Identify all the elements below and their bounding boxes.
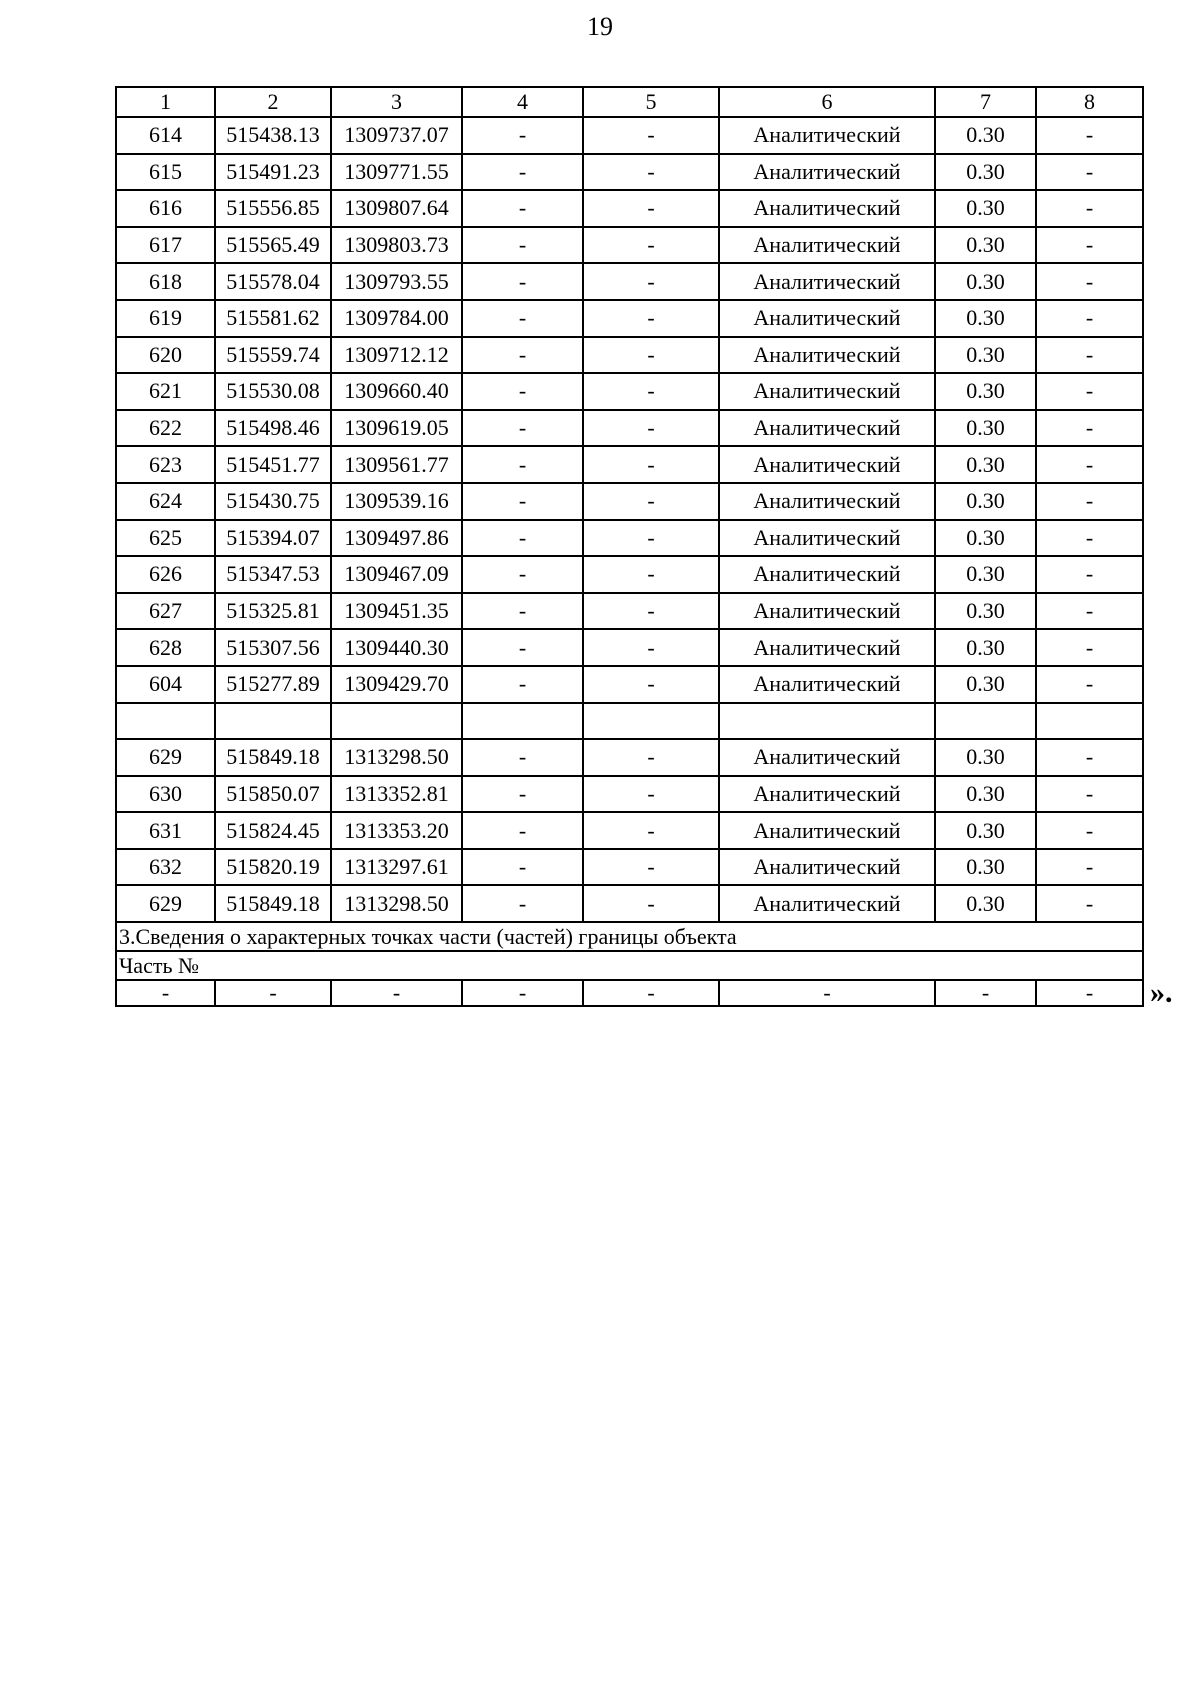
cell-coord-x: 2 bbox=[215, 87, 331, 117]
cell-col-5: - bbox=[583, 666, 719, 703]
cell-coord-x: 515430.75 bbox=[215, 483, 331, 520]
cell-point-number: 621 bbox=[116, 373, 215, 410]
dash-row bbox=[116, 980, 1143, 1006]
cell-coord-y: 1309619.05 bbox=[331, 410, 462, 447]
cell-coord-x: 515347.53 bbox=[215, 556, 331, 593]
cell-coord-x: 515498.46 bbox=[215, 410, 331, 447]
cell-col-4: - bbox=[462, 885, 583, 922]
cell-coord-x: 515824.45 bbox=[215, 812, 331, 849]
section-title-row bbox=[116, 922, 1143, 951]
cell-coord-x: 515559.74 bbox=[215, 337, 331, 374]
cell-col-5: - bbox=[583, 300, 719, 337]
cell-col-8: - bbox=[1036, 520, 1143, 557]
cell-col-8: - bbox=[1036, 190, 1143, 227]
cell-col-4: - bbox=[462, 739, 583, 776]
cell-method: Аналитический bbox=[719, 410, 935, 447]
cell-method: Аналитический bbox=[719, 154, 935, 191]
table-row bbox=[116, 154, 1143, 191]
cell-point-number: 629 bbox=[116, 885, 215, 922]
cell-method: Аналитический bbox=[719, 117, 935, 154]
cell-col-5: - bbox=[583, 337, 719, 374]
table-row bbox=[116, 739, 1143, 776]
cell-point-number: 630 bbox=[116, 776, 215, 813]
cell-accuracy: 0.30 bbox=[935, 117, 1036, 154]
cell-method: Аналитический bbox=[719, 263, 935, 300]
cell-col-4: - bbox=[462, 190, 583, 227]
table-row bbox=[116, 885, 1143, 922]
cell-coord-x: 515849.18 bbox=[215, 739, 331, 776]
cell-point-number: 618 bbox=[116, 263, 215, 300]
cell-col-5: - bbox=[583, 154, 719, 191]
table-row bbox=[116, 849, 1143, 886]
cell-col-4: - bbox=[462, 666, 583, 703]
cell-col-8: - bbox=[1036, 980, 1143, 1006]
cell-point-number: 624 bbox=[116, 483, 215, 520]
cell-coord-y: 1309793.55 bbox=[331, 263, 462, 300]
table-body bbox=[116, 87, 1143, 1006]
cell-coord-y: 1313298.50 bbox=[331, 739, 462, 776]
cell-method: Аналитический bbox=[719, 227, 935, 264]
cell-point-number: 614 bbox=[116, 117, 215, 154]
cell-point-number: 615 bbox=[116, 154, 215, 191]
cell-point-number: 616 bbox=[116, 190, 215, 227]
cell-accuracy: 0.30 bbox=[935, 885, 1036, 922]
cell-col-8: - bbox=[1036, 885, 1143, 922]
cell-coord-y: 1309771.55 bbox=[331, 154, 462, 191]
cell-method: 6 bbox=[719, 87, 935, 117]
cell-point-number: 629 bbox=[116, 739, 215, 776]
table-row bbox=[116, 812, 1143, 849]
cell-col-5: - bbox=[583, 885, 719, 922]
cell-col-4: - bbox=[462, 556, 583, 593]
cell-col-4: - bbox=[462, 410, 583, 447]
cell-col-5: - bbox=[583, 556, 719, 593]
cell-coord-y: 1313353.20 bbox=[331, 812, 462, 849]
cell-method: Аналитический bbox=[719, 849, 935, 886]
table-row bbox=[116, 556, 1143, 593]
cell-col-8: - bbox=[1036, 739, 1143, 776]
cell-col-4: - bbox=[462, 154, 583, 191]
cell-col-8: - bbox=[1036, 812, 1143, 849]
cell-col-4: - bbox=[462, 483, 583, 520]
cell-accuracy: 0.30 bbox=[935, 300, 1036, 337]
cell-method: Аналитический bbox=[719, 776, 935, 813]
section-title: 3.Сведения о характерных точках части (частей) границы объекта bbox=[116, 922, 1143, 951]
cell-coord-y: 1309429.70 bbox=[331, 666, 462, 703]
cell-col-4: - bbox=[462, 593, 583, 630]
table-row bbox=[116, 629, 1143, 666]
cell-col-5: - bbox=[583, 373, 719, 410]
cell-point-number: 619 bbox=[116, 300, 215, 337]
cell-coord-x: 515325.81 bbox=[215, 593, 331, 630]
cell-col-8: - bbox=[1036, 483, 1143, 520]
cell-point-number: 627 bbox=[116, 593, 215, 630]
cell-method: Аналитический bbox=[719, 629, 935, 666]
cell-col-5: - bbox=[583, 776, 719, 813]
table-row bbox=[116, 776, 1143, 813]
cell-col-8: - bbox=[1036, 666, 1143, 703]
cell-col-4: - bbox=[462, 300, 583, 337]
cell-col-5: - bbox=[583, 410, 719, 447]
cell-col-8: - bbox=[1036, 776, 1143, 813]
table-row bbox=[116, 263, 1143, 300]
cell-method: Аналитический bbox=[719, 373, 935, 410]
table-row bbox=[116, 483, 1143, 520]
cell-coord-y: 1309803.73 bbox=[331, 227, 462, 264]
cell-col-8: - bbox=[1036, 154, 1143, 191]
cell-col-8: - bbox=[1036, 337, 1143, 374]
cell-col-5: - bbox=[583, 739, 719, 776]
cell-method bbox=[719, 703, 935, 740]
cell-point-number: 631 bbox=[116, 812, 215, 849]
cell-point-number: 1 bbox=[116, 87, 215, 117]
cell-col-4: 4 bbox=[462, 87, 583, 117]
cell-col-5: - bbox=[583, 117, 719, 154]
cell-accuracy: 0.30 bbox=[935, 227, 1036, 264]
cell-method: Аналитический bbox=[719, 446, 935, 483]
cell-accuracy: 0.30 bbox=[935, 776, 1036, 813]
cell-col-4: - bbox=[462, 337, 583, 374]
cell-coord-x: 515451.77 bbox=[215, 446, 331, 483]
cell-accuracy: 0.30 bbox=[935, 337, 1036, 374]
cell-col-5: - bbox=[583, 446, 719, 483]
cell-point-number: 625 bbox=[116, 520, 215, 557]
cell-col-5 bbox=[583, 703, 719, 740]
cell-accuracy: 7 bbox=[935, 87, 1036, 117]
cell-col-4: - bbox=[462, 980, 583, 1006]
cell-point-number: 622 bbox=[116, 410, 215, 447]
cell-method: Аналитический bbox=[719, 885, 935, 922]
table-row bbox=[116, 117, 1143, 154]
cell-col-5: - bbox=[583, 849, 719, 886]
cell-col-8: - bbox=[1036, 227, 1143, 264]
cell-col-4: - bbox=[462, 629, 583, 666]
cell-method: Аналитический bbox=[719, 556, 935, 593]
cell-col-8: - bbox=[1036, 300, 1143, 337]
cell-point-number: 617 bbox=[116, 227, 215, 264]
cell-method: Аналитический bbox=[719, 300, 935, 337]
cell-coord-y: 1309467.09 bbox=[331, 556, 462, 593]
cell-point-number: 620 bbox=[116, 337, 215, 374]
table-row bbox=[116, 666, 1143, 703]
cell-accuracy bbox=[935, 703, 1036, 740]
cell-method: Аналитический bbox=[719, 593, 935, 630]
part-label: Часть № bbox=[116, 951, 1143, 980]
cell-accuracy: 0.30 bbox=[935, 629, 1036, 666]
cell-coord-y: 1309539.16 bbox=[331, 483, 462, 520]
cell-col-5: - bbox=[583, 263, 719, 300]
cell-accuracy: 0.30 bbox=[935, 263, 1036, 300]
cell-accuracy: 0.30 bbox=[935, 410, 1036, 447]
table-row bbox=[116, 520, 1143, 557]
cell-point-number: 632 bbox=[116, 849, 215, 886]
cell-accuracy: 0.30 bbox=[935, 812, 1036, 849]
cell-col-8: - bbox=[1036, 263, 1143, 300]
cell-accuracy: 0.30 bbox=[935, 739, 1036, 776]
empty-separator-row bbox=[116, 703, 1143, 740]
part-label-row bbox=[116, 951, 1143, 980]
cell-col-4: - bbox=[462, 373, 583, 410]
cell-method: Аналитический bbox=[719, 520, 935, 557]
cell-coord-y: - bbox=[331, 980, 462, 1006]
cell-coord-y: 1309784.00 bbox=[331, 300, 462, 337]
cell-coord-y bbox=[331, 703, 462, 740]
cell-col-4: - bbox=[462, 520, 583, 557]
cell-method: Аналитический bbox=[719, 812, 935, 849]
table-row bbox=[116, 337, 1143, 374]
cell-coord-x: - bbox=[215, 980, 331, 1006]
table-row bbox=[116, 227, 1143, 264]
cell-col-8: - bbox=[1036, 446, 1143, 483]
cell-method: Аналитический bbox=[719, 739, 935, 776]
cell-col-5: - bbox=[583, 980, 719, 1006]
cell-method: Аналитический bbox=[719, 190, 935, 227]
table-row bbox=[116, 410, 1143, 447]
cell-col-8: 8 bbox=[1036, 87, 1143, 117]
cell-col-4 bbox=[462, 703, 583, 740]
cell-point-number: 626 bbox=[116, 556, 215, 593]
cell-coord-x: 515850.07 bbox=[215, 776, 331, 813]
cell-coord-y: 3 bbox=[331, 87, 462, 117]
cell-coord-y: 1309660.40 bbox=[331, 373, 462, 410]
cell-coord-y: 1313298.50 bbox=[331, 885, 462, 922]
header-row bbox=[116, 87, 1143, 117]
cell-coord-y: 1309451.35 bbox=[331, 593, 462, 630]
cell-col-8: - bbox=[1036, 410, 1143, 447]
cell-col-5: - bbox=[583, 520, 719, 557]
cell-accuracy: 0.30 bbox=[935, 849, 1036, 886]
cell-col-4: - bbox=[462, 812, 583, 849]
table-row bbox=[116, 300, 1143, 337]
cell-col-8: - bbox=[1036, 117, 1143, 154]
cell-coord-y: 1309712.12 bbox=[331, 337, 462, 374]
cell-col-8: - bbox=[1036, 593, 1143, 630]
cell-point-number: 628 bbox=[116, 629, 215, 666]
cell-col-8: - bbox=[1036, 849, 1143, 886]
cell-coord-x: 515530.08 bbox=[215, 373, 331, 410]
cell-col-4: - bbox=[462, 776, 583, 813]
cell-accuracy: 0.30 bbox=[935, 593, 1036, 630]
cell-col-8: - bbox=[1036, 373, 1143, 410]
cell-coord-y: 1309737.07 bbox=[331, 117, 462, 154]
cell-coord-y: 1309807.64 bbox=[331, 190, 462, 227]
cell-col-8 bbox=[1036, 703, 1143, 740]
cell-col-5: - bbox=[583, 629, 719, 666]
cell-col-4: - bbox=[462, 263, 583, 300]
boundary-points-table bbox=[115, 86, 1144, 1007]
cell-col-8: - bbox=[1036, 556, 1143, 593]
cell-coord-x: 515491.23 bbox=[215, 154, 331, 191]
cell-accuracy: 0.30 bbox=[935, 446, 1036, 483]
cell-col-5: - bbox=[583, 593, 719, 630]
table-row bbox=[116, 593, 1143, 630]
table-row bbox=[116, 373, 1143, 410]
cell-coord-x: 515394.07 bbox=[215, 520, 331, 557]
cell-point-number: 623 bbox=[116, 446, 215, 483]
cell-coord-x: 515581.62 bbox=[215, 300, 331, 337]
cell-accuracy: 0.30 bbox=[935, 666, 1036, 703]
cell-accuracy: 0.30 bbox=[935, 373, 1036, 410]
table-row bbox=[116, 190, 1143, 227]
page-number: 19 bbox=[587, 12, 613, 41]
cell-col-4: - bbox=[462, 446, 583, 483]
cell-coord-x: 515578.04 bbox=[215, 263, 331, 300]
cell-coord-x: 515277.89 bbox=[215, 666, 331, 703]
cell-accuracy: 0.30 bbox=[935, 520, 1036, 557]
cell-coord-x: 515556.85 bbox=[215, 190, 331, 227]
cell-coord-x: 515438.13 bbox=[215, 117, 331, 154]
cell-coord-x: 515565.49 bbox=[215, 227, 331, 264]
cell-coord-x: 515307.56 bbox=[215, 629, 331, 666]
cell-coord-x: 515849.18 bbox=[215, 885, 331, 922]
cell-col-5: - bbox=[583, 812, 719, 849]
cell-coord-y: 1309497.86 bbox=[331, 520, 462, 557]
cell-col-5: - bbox=[583, 190, 719, 227]
table-row bbox=[116, 446, 1143, 483]
cell-accuracy: - bbox=[935, 980, 1036, 1006]
cell-col-4: - bbox=[462, 227, 583, 264]
cell-coord-y: 1309440.30 bbox=[331, 629, 462, 666]
cell-accuracy: 0.30 bbox=[935, 154, 1036, 191]
cell-method: Аналитический bbox=[719, 337, 935, 374]
cell-coord-y: 1309561.77 bbox=[331, 446, 462, 483]
cell-coord-x: 515820.19 bbox=[215, 849, 331, 886]
cell-point-number bbox=[116, 703, 215, 740]
cell-col-5: - bbox=[583, 227, 719, 264]
cell-col-4: - bbox=[462, 849, 583, 886]
cell-accuracy: 0.30 bbox=[935, 483, 1036, 520]
cell-col-5: - bbox=[583, 483, 719, 520]
cell-method: - bbox=[719, 980, 935, 1006]
cell-method: Аналитический bbox=[719, 666, 935, 703]
cell-col-8: - bbox=[1036, 629, 1143, 666]
cell-coord-y: 1313352.81 bbox=[331, 776, 462, 813]
cell-accuracy: 0.30 bbox=[935, 190, 1036, 227]
cell-method: Аналитический bbox=[719, 483, 935, 520]
cell-point-number: - bbox=[116, 980, 215, 1006]
closing-quote: ». bbox=[1150, 976, 1173, 1009]
cell-col-4: - bbox=[462, 117, 583, 154]
cell-coord-x bbox=[215, 703, 331, 740]
cell-accuracy: 0.30 bbox=[935, 556, 1036, 593]
cell-point-number: 604 bbox=[116, 666, 215, 703]
cell-coord-y: 1313297.61 bbox=[331, 849, 462, 886]
cell-col-5: 5 bbox=[583, 87, 719, 117]
